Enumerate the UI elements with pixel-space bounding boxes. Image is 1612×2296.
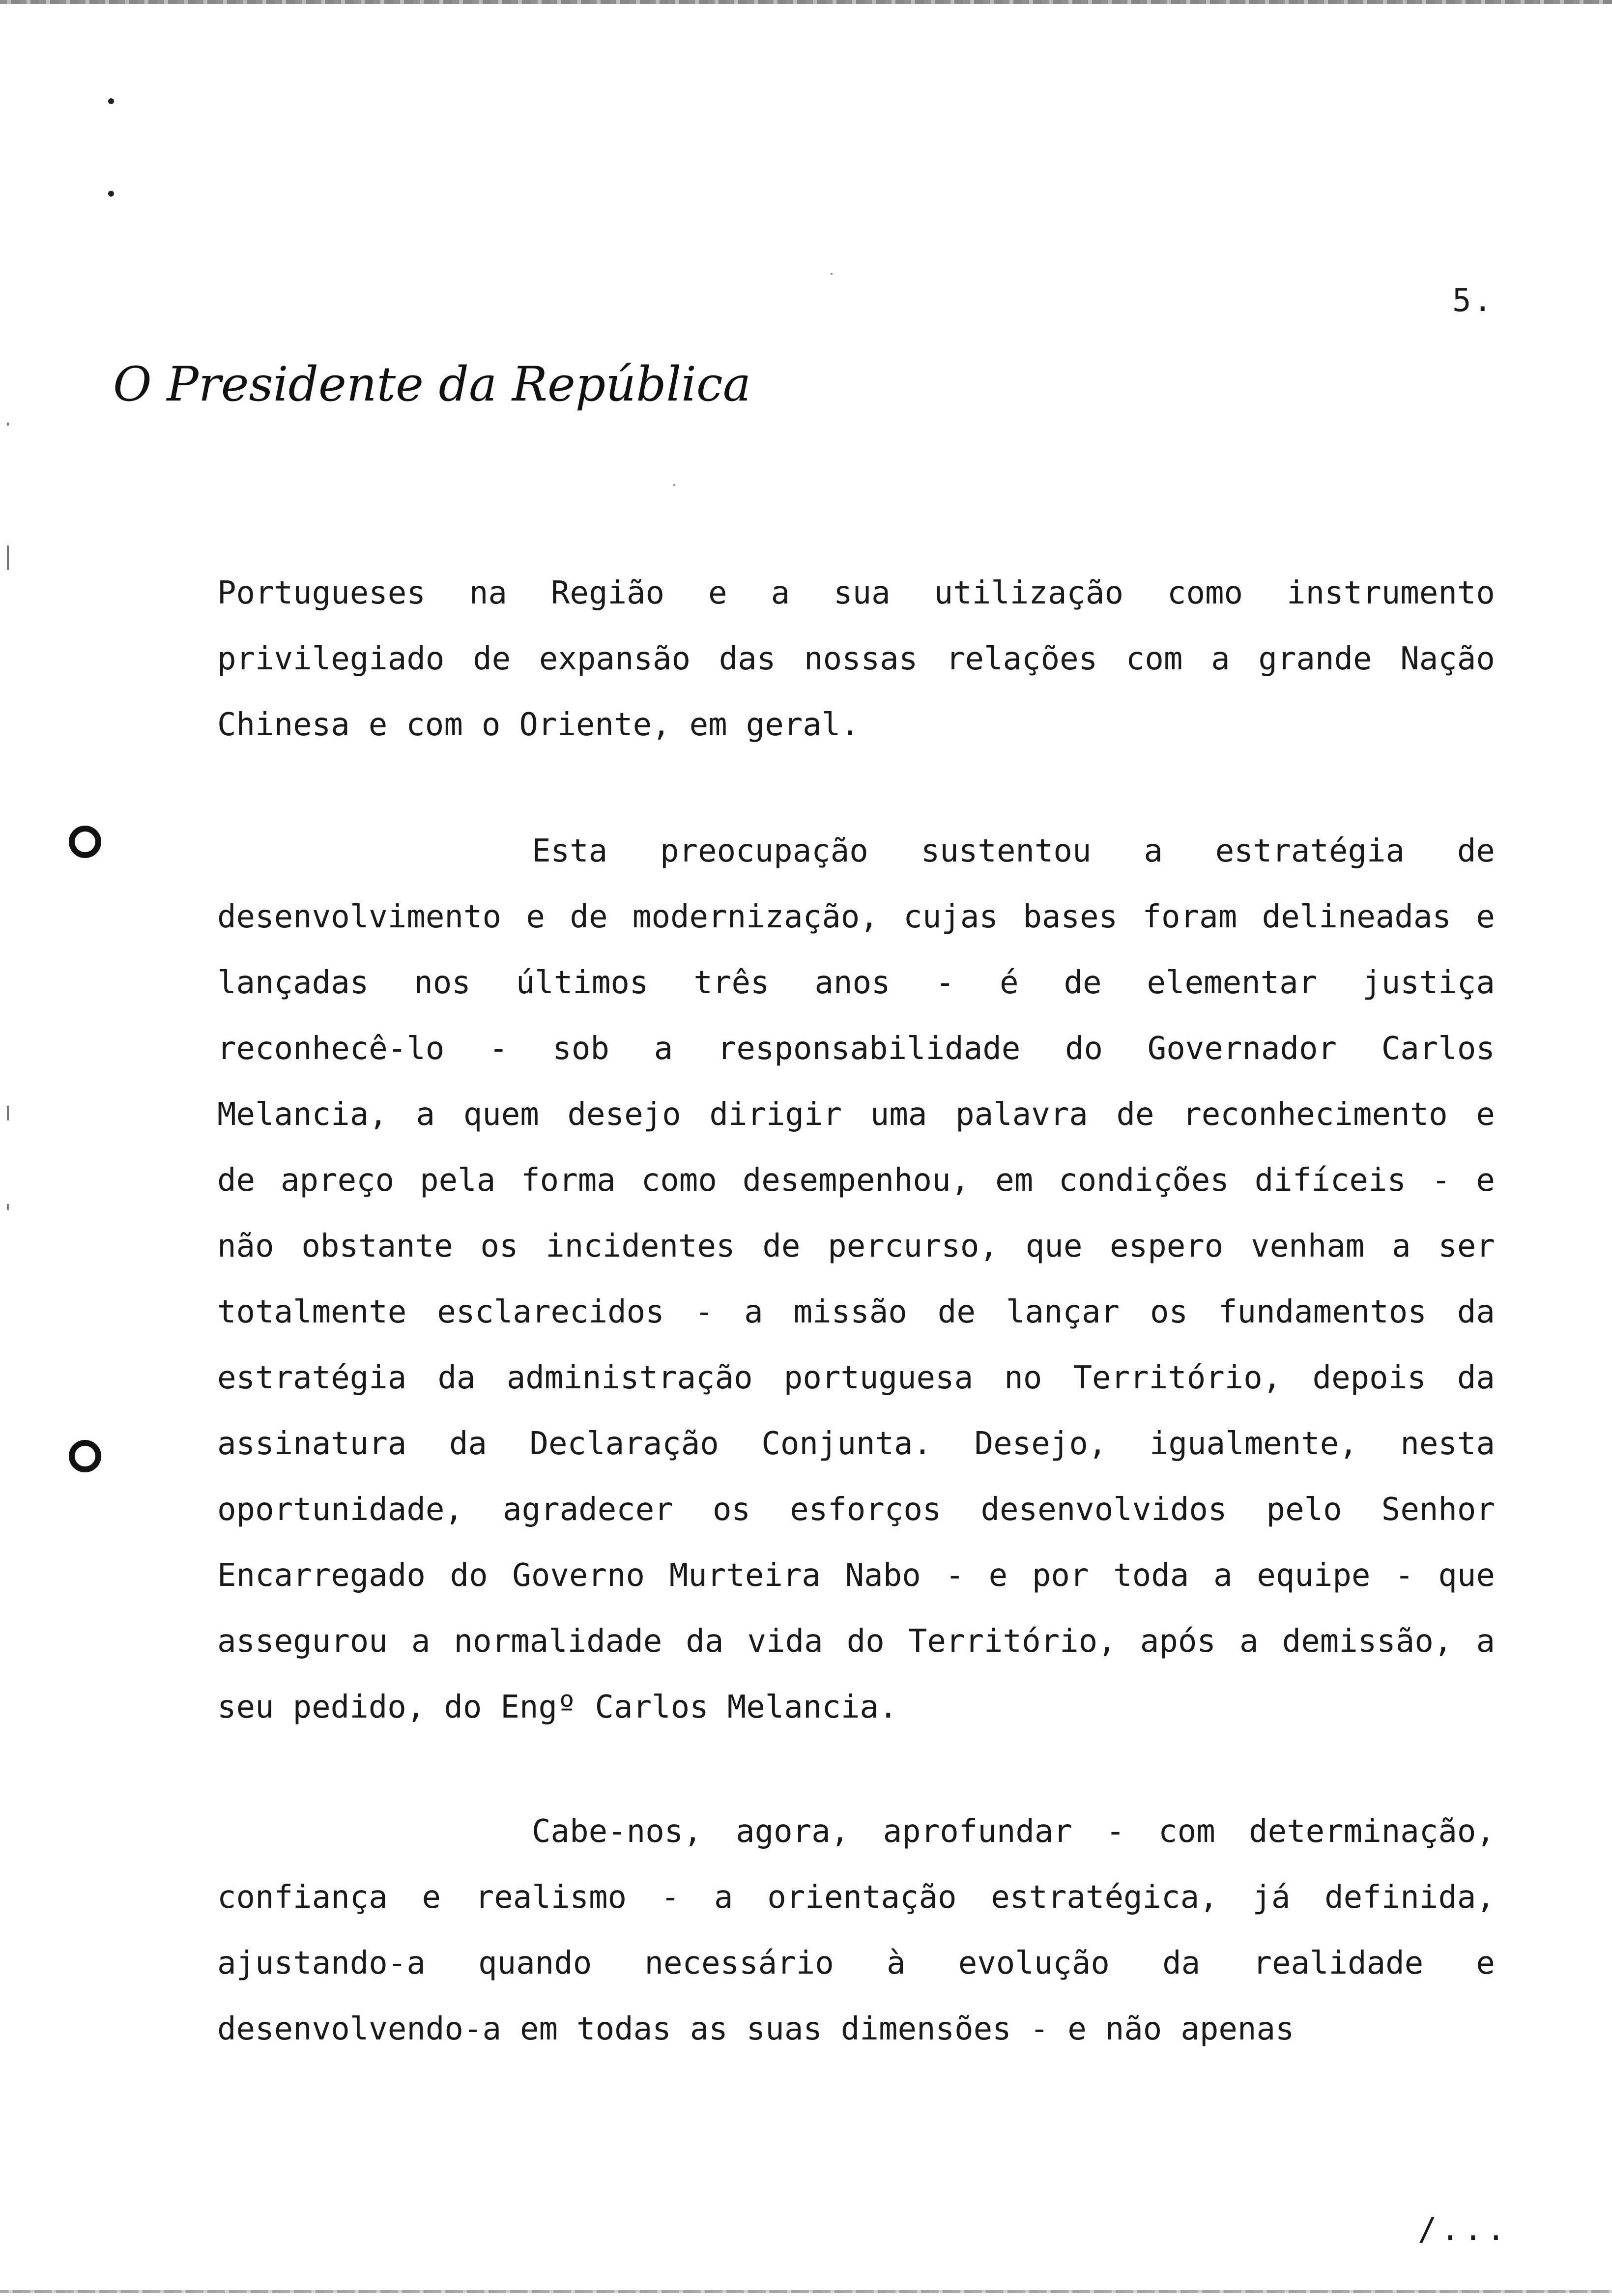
word: sob <box>552 1031 609 1067</box>
word: uma <box>870 1096 927 1133</box>
word: espero <box>1110 1228 1224 1264</box>
word: é <box>999 965 1019 1001</box>
word: os <box>480 1228 518 1264</box>
word: Governo <box>512 1557 645 1594</box>
word: à <box>886 1945 906 1981</box>
word: com <box>406 707 463 743</box>
word: privilegiado <box>217 641 445 677</box>
word: Melancia, <box>217 1096 388 1133</box>
text-line <box>217 1996 1495 2062</box>
word: Desejo, <box>974 1426 1107 1462</box>
word: e <box>1476 1945 1495 1981</box>
word: em <box>689 707 727 743</box>
paragraph-3 <box>217 1799 1495 2062</box>
word: evolução <box>958 1945 1110 1981</box>
word: foram <box>1142 899 1238 935</box>
word: agradecer <box>503 1492 673 1528</box>
text-line <box>217 1213 1495 1279</box>
word: a <box>771 575 790 611</box>
text-line <box>217 1148 1495 1213</box>
word: em <box>995 1162 1034 1199</box>
text-line <box>217 1543 1495 1608</box>
scan-top-border <box>0 0 1612 4</box>
word: a <box>714 1879 733 1916</box>
word: de <box>1116 1096 1154 1133</box>
letterhead <box>113 346 751 425</box>
word: normalidade <box>454 1623 662 1660</box>
word: necessário <box>644 1945 834 1981</box>
word: Região <box>550 575 665 611</box>
word: da <box>1162 1945 1201 1981</box>
word: lançar <box>1006 1294 1120 1330</box>
word: quem <box>463 1096 539 1133</box>
word: do <box>450 1557 488 1594</box>
word: e <box>708 575 727 611</box>
word: Encarregado <box>217 1557 426 1594</box>
word: e <box>1067 2011 1087 2047</box>
text-line <box>217 692 1495 758</box>
word: desenvolvimento <box>217 899 501 935</box>
word: Engº <box>500 1689 576 1725</box>
word: no <box>1004 1360 1042 1396</box>
word: modernização, <box>632 899 879 935</box>
word: o <box>481 707 501 743</box>
word: Portugueses <box>217 575 426 611</box>
word: Território, <box>1073 1360 1282 1396</box>
word: - <box>661 1879 680 1916</box>
word: elementar <box>1147 965 1318 1001</box>
word: esclarecidos <box>437 1294 664 1330</box>
word: de <box>937 1294 976 1330</box>
word: suas <box>746 2011 822 2047</box>
word: venham <box>1251 1228 1365 1264</box>
word: em <box>519 2011 558 2047</box>
scan-speck <box>831 273 833 275</box>
word: do <box>846 1623 885 1660</box>
word: esforços <box>790 1492 942 1528</box>
word: administração <box>506 1360 753 1396</box>
scan-speck <box>673 484 675 486</box>
word: utilização <box>934 575 1123 611</box>
word: palavra <box>955 1096 1088 1133</box>
word: realidade <box>1253 1945 1424 1981</box>
word: e <box>526 899 545 935</box>
word: - <box>1030 2011 1049 2047</box>
word: de <box>762 1228 801 1264</box>
scan-bottom-border <box>0 2290 1612 2293</box>
word: dimensões <box>840 2011 1011 2047</box>
text-line <box>217 1477 1495 1543</box>
word: igualmente, <box>1149 1426 1358 1462</box>
word: e <box>988 1557 1008 1594</box>
word: a <box>416 1096 435 1133</box>
text-line <box>217 1799 1495 1865</box>
word: Chinesa <box>217 707 350 743</box>
word: grande <box>1258 641 1372 677</box>
word: nesta <box>1400 1426 1495 1462</box>
word: - <box>935 965 955 1001</box>
word: pelo <box>1266 1492 1342 1528</box>
word: justiça <box>1362 965 1495 1001</box>
text-line <box>217 884 1495 950</box>
word: Carlos <box>1381 1031 1495 1067</box>
word: com <box>1125 641 1183 677</box>
word: confiança <box>217 1879 388 1916</box>
word: orientação <box>767 1879 957 1916</box>
word: Murteira <box>669 1557 821 1594</box>
word: como <box>1167 575 1243 611</box>
word: difíceis <box>1254 1162 1406 1199</box>
word: como <box>641 1162 717 1199</box>
word: de <box>473 641 511 677</box>
word: - <box>489 1031 508 1067</box>
text-line <box>217 1411 1495 1477</box>
word: por <box>1032 1557 1089 1594</box>
margin-mark <box>7 423 9 426</box>
word: estratégia <box>217 1360 407 1396</box>
word: instrumento <box>1287 575 1495 611</box>
word: Cabe-nos, <box>532 1813 702 1850</box>
word: os <box>712 1492 750 1528</box>
word: da <box>449 1426 487 1462</box>
word: quando <box>478 1945 592 1981</box>
paragraph-2 <box>217 818 1495 1740</box>
word: a <box>1239 1623 1259 1660</box>
word: apreço <box>280 1162 395 1199</box>
word: geral. <box>746 707 860 743</box>
word: Carlos <box>595 1689 709 1725</box>
word: já <box>1252 1879 1291 1916</box>
word: de <box>1064 965 1102 1001</box>
word: Esta <box>532 833 608 869</box>
word: do <box>1065 1031 1103 1067</box>
word: de <box>1457 833 1495 869</box>
paragraph-1 <box>217 560 1495 758</box>
word: sustentou <box>921 833 1092 869</box>
word: da <box>1457 1360 1495 1396</box>
word: anos <box>814 965 891 1001</box>
continuation-mark: /... <box>1418 2211 1510 2248</box>
word: todas <box>576 2011 671 2047</box>
word: apenas <box>1180 2011 1295 2047</box>
text-line <box>217 1865 1495 1930</box>
word: não <box>1105 2011 1162 2047</box>
word: determinação, <box>1249 1813 1495 1850</box>
letterhead-text: O Presidente da República <box>113 357 751 412</box>
page-number: 5. <box>1452 283 1495 319</box>
word: reconhecimento <box>1182 1096 1448 1133</box>
text-line <box>217 560 1495 626</box>
word: portuguesa <box>783 1360 974 1396</box>
word: fundamentos <box>1218 1294 1427 1330</box>
word: ser <box>1438 1228 1495 1264</box>
word: de <box>217 1162 256 1199</box>
word: estratégia <box>1215 833 1405 869</box>
word: Declaração <box>529 1426 719 1462</box>
word: responsabilidade <box>717 1031 1021 1067</box>
word: que <box>1438 1557 1495 1594</box>
word: Conjunta. <box>761 1426 932 1462</box>
word: a <box>411 1623 431 1660</box>
word: Nabo <box>845 1557 921 1594</box>
word: com <box>1158 1813 1215 1850</box>
word: a <box>1144 833 1163 869</box>
word: do <box>444 1689 482 1725</box>
word: realismo <box>475 1879 627 1916</box>
word: de <box>570 899 608 935</box>
word: Oriente, <box>519 707 671 743</box>
word: sua <box>834 575 891 611</box>
word: desejo <box>567 1096 681 1133</box>
text-line <box>217 1608 1495 1674</box>
word: - <box>945 1557 964 1594</box>
word: nossas <box>804 641 918 677</box>
word: expansão <box>539 641 691 677</box>
word: seu <box>217 1689 274 1725</box>
word: da <box>1457 1294 1495 1330</box>
word: depois <box>1312 1360 1426 1396</box>
word: assinatura <box>217 1426 407 1462</box>
text-line <box>217 1674 1495 1740</box>
word: percurso, <box>828 1228 998 1264</box>
word: a <box>1213 1557 1233 1594</box>
word: - <box>1431 1162 1451 1199</box>
word: desempenhou, <box>742 1162 970 1199</box>
word: relações <box>946 641 1098 677</box>
word: ajustando-a <box>217 1945 426 1981</box>
word: e <box>368 707 388 743</box>
word: não <box>217 1228 274 1264</box>
word: obstante <box>301 1228 453 1264</box>
word: Território, <box>908 1623 1117 1660</box>
word: a <box>1392 1228 1411 1264</box>
text-line <box>217 1345 1495 1411</box>
word: a <box>1476 1623 1495 1660</box>
word: - <box>694 1294 714 1330</box>
word: definida, <box>1324 1879 1495 1916</box>
text-line <box>217 818 1495 884</box>
text-line <box>217 1930 1495 1996</box>
word: Nação <box>1400 641 1495 677</box>
scan-dot <box>108 98 114 104</box>
word: incidentes <box>546 1228 735 1264</box>
word: vida <box>747 1623 823 1660</box>
word: agora, <box>736 1813 850 1850</box>
margin-mark <box>7 545 9 570</box>
word: toda <box>1113 1557 1189 1594</box>
word: demissão, <box>1282 1623 1453 1660</box>
word: e <box>422 1879 441 1916</box>
text-line <box>217 1082 1495 1148</box>
word: e <box>1476 1096 1495 1133</box>
word: pedido, <box>292 1689 426 1725</box>
text-line <box>217 1016 1495 1082</box>
punch-hole <box>69 826 101 858</box>
word: após <box>1140 1623 1216 1660</box>
word: desenvolvendo-a <box>217 2011 501 2047</box>
word: cujas <box>903 899 998 935</box>
word: reconhecê-lo <box>217 1031 445 1067</box>
text-line <box>217 950 1495 1016</box>
word: desenvolvidos <box>980 1492 1227 1528</box>
word: da <box>686 1623 724 1660</box>
word: nos <box>414 965 471 1001</box>
word: equipe <box>1257 1557 1371 1594</box>
scan-dot <box>108 191 114 197</box>
word: a <box>1211 641 1230 677</box>
word: lançadas <box>217 965 369 1001</box>
word: três <box>693 965 770 1001</box>
word: assegurou <box>217 1623 388 1660</box>
word: na <box>469 575 507 611</box>
word: as <box>690 2011 728 2047</box>
word: totalmente <box>217 1294 407 1330</box>
word: aprofundar <box>883 1813 1072 1850</box>
word: bases <box>1023 899 1118 935</box>
text-line <box>217 1279 1495 1345</box>
word: e <box>1476 899 1495 935</box>
word: e <box>1476 1162 1495 1199</box>
word: pela <box>420 1162 496 1199</box>
text-line <box>217 626 1495 692</box>
word: a <box>744 1294 763 1330</box>
word: da <box>437 1360 476 1396</box>
word: Senhor <box>1381 1492 1495 1528</box>
word: oportunidade, <box>217 1492 463 1528</box>
margin-mark <box>7 1204 9 1210</box>
word: forma <box>521 1162 616 1199</box>
word: os <box>1150 1294 1188 1330</box>
word: - <box>1106 1813 1125 1850</box>
word: últimos <box>516 965 649 1001</box>
word: - <box>1395 1557 1414 1594</box>
word: preocupação <box>660 833 868 869</box>
margin-mark <box>7 1106 9 1120</box>
word: delineadas <box>1262 899 1451 935</box>
word: missão <box>793 1294 907 1330</box>
word: estratégica, <box>991 1879 1218 1916</box>
word: dirigir <box>709 1096 842 1133</box>
word: Governador <box>1147 1031 1337 1067</box>
word: das <box>719 641 776 677</box>
word: a <box>654 1031 673 1067</box>
word: que <box>1025 1228 1083 1264</box>
punch-hole <box>69 1440 101 1472</box>
word: condições <box>1059 1162 1229 1199</box>
word: Melancia. <box>727 1689 898 1725</box>
